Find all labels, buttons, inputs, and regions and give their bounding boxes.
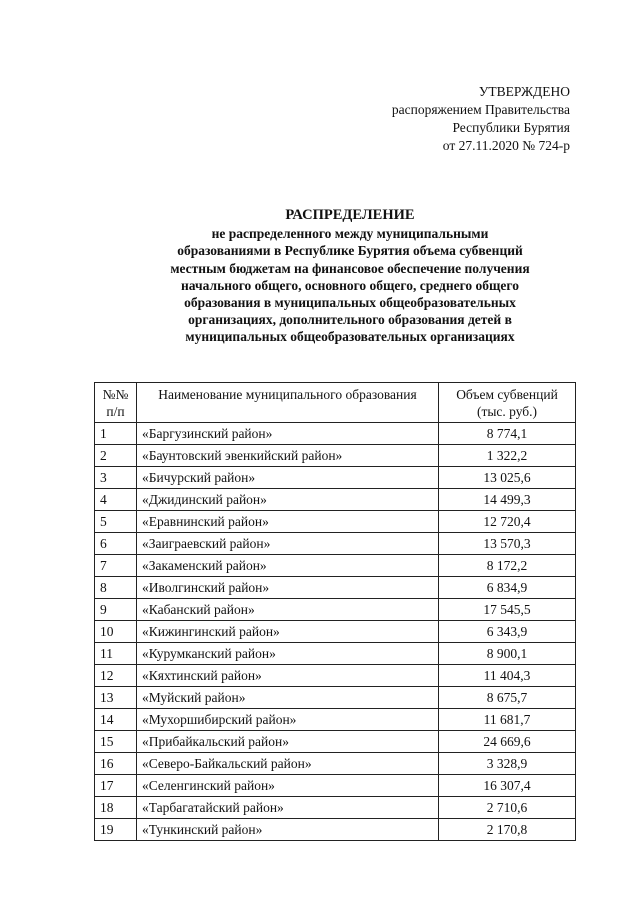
- title-subtitle: не распределенного между муниципальными образованиями в Республике Бурятия объема субвенций местным бюджетам на финансовое обеспечение получения начального общего, основного общего, среднего общего образования в муниципальных общеобразовательных организациях, дополнительного образования детей в муниципальных общеобразовательных организациях: [170, 226, 530, 345]
- table-row: [95, 643, 576, 665]
- row-municipality: «Селенгинский район»: [137, 775, 439, 797]
- row-number: 4: [95, 489, 137, 511]
- row-municipality: «Тункинский район»: [137, 819, 439, 841]
- row-amount: 1 322,2: [439, 445, 576, 467]
- row-number: 19: [95, 819, 137, 841]
- row-municipality: «Баргузинский район»: [137, 423, 439, 445]
- row-number: 14: [95, 709, 137, 731]
- distribution-table: [94, 382, 576, 841]
- row-municipality: «Еравнинский район»: [137, 511, 439, 533]
- approval-date-number: от 27.11.2020 № 724-р: [442, 138, 570, 153]
- row-amount: 24 669,6: [439, 731, 576, 753]
- row-municipality: «Кижингинский район»: [137, 621, 439, 643]
- row-municipality: «Кабанский район»: [137, 599, 439, 621]
- row-number: 18: [95, 797, 137, 819]
- row-amount: 14 499,3: [439, 489, 576, 511]
- row-number: 6: [95, 533, 137, 555]
- row-amount: 3 328,9: [439, 753, 576, 775]
- approval-authority: распоряжением Правительства: [391, 102, 570, 117]
- row-number: 12: [95, 665, 137, 687]
- table-row: [95, 819, 576, 841]
- row-number: 2: [95, 445, 137, 467]
- row-number: 9: [95, 599, 137, 621]
- table-header-row: [95, 383, 576, 423]
- row-number: 8: [95, 577, 137, 599]
- row-amount: 8 900,1: [439, 643, 576, 665]
- table-row: [95, 687, 576, 709]
- table-body: [95, 423, 576, 841]
- row-number: 15: [95, 731, 137, 753]
- row-municipality: «Северо-Байкальский район»: [137, 753, 439, 775]
- table-row: [95, 709, 576, 731]
- row-amount: 2 170,8: [439, 819, 576, 841]
- row-amount: 17 545,5: [439, 599, 576, 621]
- row-number: 5: [95, 511, 137, 533]
- row-amount: 16 307,4: [439, 775, 576, 797]
- row-amount: 12 720,4: [439, 511, 576, 533]
- row-amount: 8 675,7: [439, 687, 576, 709]
- row-amount: 13 025,6: [439, 467, 576, 489]
- header-subvention-amount: Объем субвенций (тыс. руб.): [439, 383, 576, 423]
- row-amount: 8 774,1: [439, 423, 576, 445]
- table-row: [95, 775, 576, 797]
- row-municipality: «Бичурский район»: [137, 467, 439, 489]
- row-municipality: «Иволгинский район»: [137, 577, 439, 599]
- row-municipality: «Курумканский район»: [137, 643, 439, 665]
- row-amount: 13 570,3: [439, 533, 576, 555]
- table-row: [95, 731, 576, 753]
- row-number: 13: [95, 687, 137, 709]
- row-municipality: «Мухоршибирский район»: [137, 709, 439, 731]
- table-row: [95, 511, 576, 533]
- row-municipality: «Баунтовский эвенкийский район»: [137, 445, 439, 467]
- row-amount: 11 404,3: [439, 665, 576, 687]
- header-number: №№ п/п: [95, 383, 137, 423]
- approval-heading: УТВЕРЖДЕНО: [478, 84, 570, 99]
- row-number: 1: [95, 423, 137, 445]
- table-row: [95, 753, 576, 775]
- row-number: 16: [95, 753, 137, 775]
- document-title: [100, 207, 600, 346]
- table-row: [95, 577, 576, 599]
- row-amount: 2 710,6: [439, 797, 576, 819]
- table-row: [95, 533, 576, 555]
- row-municipality: «Прибайкальский район»: [137, 731, 439, 753]
- table-row: [95, 489, 576, 511]
- table-row: [95, 797, 576, 819]
- row-number: 7: [95, 555, 137, 577]
- row-amount: 8 172,2: [439, 555, 576, 577]
- table-row: [95, 445, 576, 467]
- table-row: [95, 423, 576, 445]
- row-number: 3: [95, 467, 137, 489]
- row-municipality: «Заиграевский район»: [137, 533, 439, 555]
- table-row: [95, 621, 576, 643]
- row-municipality: «Закаменский район»: [137, 555, 439, 577]
- row-number: 10: [95, 621, 137, 643]
- row-amount: 6 834,9: [439, 577, 576, 599]
- row-municipality: «Муйский район»: [137, 687, 439, 709]
- approval-region: Республики Бурятия: [452, 120, 570, 135]
- table-row: [95, 599, 576, 621]
- row-municipality: «Кяхтинский район»: [137, 665, 439, 687]
- table-row: [95, 665, 576, 687]
- approval-block: [392, 83, 570, 155]
- row-number: 17: [95, 775, 137, 797]
- row-amount: 11 681,7: [439, 709, 576, 731]
- row-amount: 6 343,9: [439, 621, 576, 643]
- table-row: [95, 555, 576, 577]
- row-municipality: «Джидинский район»: [137, 489, 439, 511]
- title-main: РАСПРЕДЕЛЕНИЕ: [285, 207, 415, 223]
- row-municipality: «Тарбагатайский район»: [137, 797, 439, 819]
- row-number: 11: [95, 643, 137, 665]
- header-municipality: Наименование муниципального образования: [137, 383, 439, 423]
- table-row: [95, 467, 576, 489]
